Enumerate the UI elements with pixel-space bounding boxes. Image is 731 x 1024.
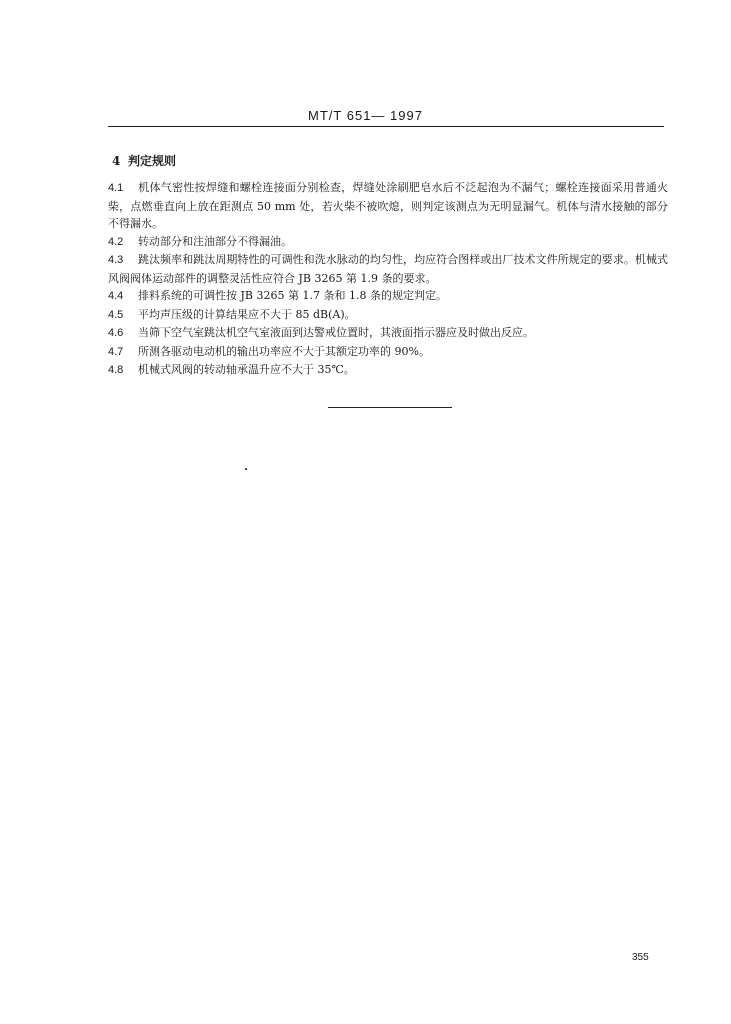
clause-4-1 — [108, 179, 668, 233]
clause-text: 跳汰频率和跳汰周期特性的可调性和洗水脉动的均匀性，均应符合图样或出厂技术文件所规定的要求。机械式风阀阀体运动部件的调整灵活性应符合 JB 3265 第 1.9 条的要求。 — [108, 253, 668, 285]
clause-4-8 — [108, 361, 668, 380]
clause-text: 平均声压级的计算结果应不大于 85 dB(A)。 — [138, 307, 356, 321]
clause-text: 排料系统的可调性按 JB 3265 第 1.7 条和 1.8 条的规定判定。 — [138, 289, 447, 302]
clause-4-6 — [108, 324, 668, 343]
scan-speck — [245, 468, 247, 470]
clause-number: 4.6 — [108, 327, 124, 339]
section-number: 4 — [112, 154, 121, 168]
section-heading — [112, 152, 176, 169]
clause-4-5 — [108, 306, 668, 325]
clause-4-3 — [108, 251, 668, 287]
clause-number: 4.3 — [108, 254, 124, 266]
standard-code: MT/T 651— 1997 — [308, 108, 423, 123]
clause-text: 所测各驱动电动机的输出功率应不大于其额定功率的 90%。 — [138, 344, 430, 358]
clause-text: 当筛下空气室跳汰机空气室液面到达警戒位置时，其液面指示器应及时做出反应。 — [138, 326, 534, 339]
clause-number: 4.5 — [108, 308, 124, 321]
clause-4-4 — [108, 287, 668, 306]
clause-4-2 — [108, 233, 668, 252]
clause-text: 机械式风阀的转动轴承温升应不大于 35℃。 — [138, 363, 355, 376]
clause-number: 4.8 — [108, 364, 124, 376]
section-title: 判定规则 — [128, 154, 177, 168]
clause-list — [108, 179, 668, 380]
clause-4-7 — [108, 343, 668, 362]
clause-number: 4.2 — [108, 235, 124, 248]
header-divider — [108, 126, 664, 127]
end-of-section-rule — [328, 407, 452, 408]
clause-text: 转动部分和注油部分不得漏油。 — [138, 234, 292, 248]
clause-number: 4.4 — [108, 290, 124, 302]
clause-number: 4.1 — [108, 182, 124, 194]
page-number: 355 — [632, 952, 649, 963]
clause-text: 机体气密性按焊缝和螺栓连接面分别检查，焊缝处涂刷肥皂水后不泛起泡为不漏气；螺栓连接面采用普通火柴，点燃垂直向上放在距测点 50 mm 处，若火柴不被吹熄，则判定该测点为无明显漏气。机体与清水接触的部分不得漏水。 — [108, 181, 668, 230]
clause-number: 4.7 — [108, 345, 124, 358]
